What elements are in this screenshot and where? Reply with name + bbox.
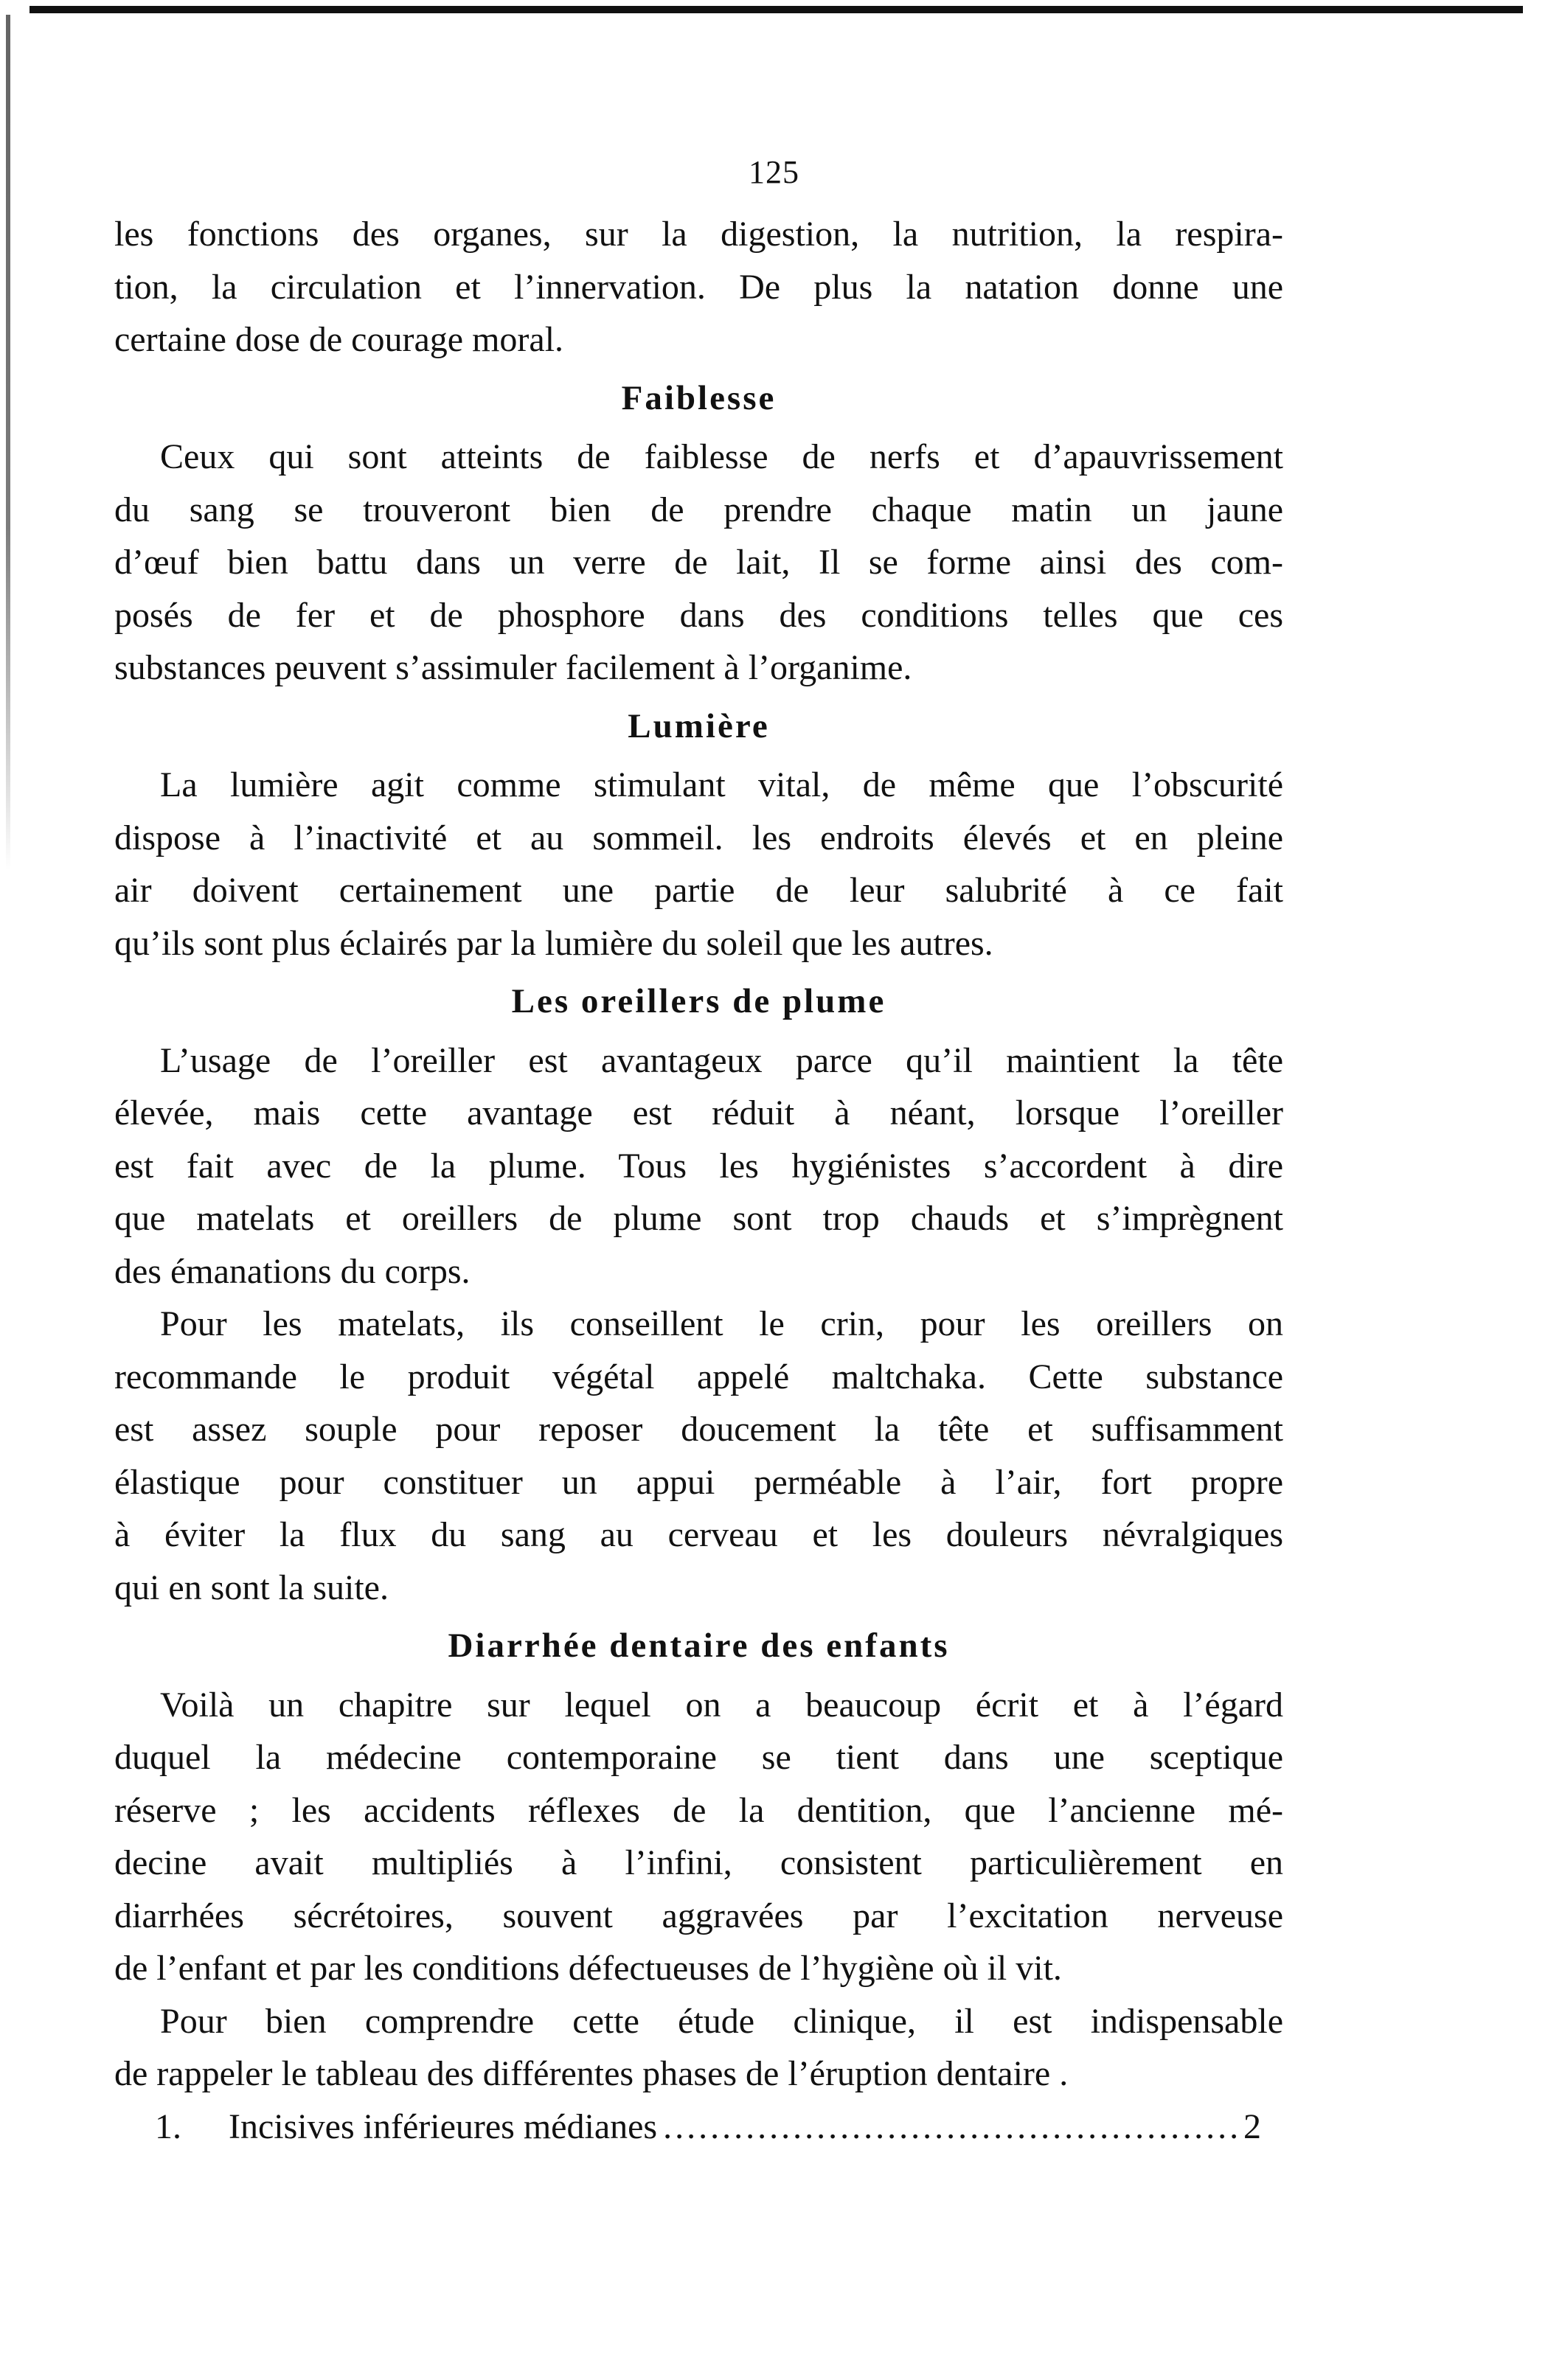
text-line: recommande le produit végétal appelé maltchaka. Cette substance [114,1357,1283,1396]
text-line: Ceux qui sont atteints de faiblesse de nerfs et d’apauvrissement [160,437,1283,476]
text-line: est assez souple pour reposer doucement la tête et suffisamment [114,1410,1283,1449]
paragraph [114,431,1283,695]
text-line: substances peuvent s’assimuler facilement à l’organime. [114,648,912,687]
text-line: du sang se trouveront bien de prendre chaque matin un jaune [114,490,1283,529]
text-line: dispose à l’inactivité et au sommeil. les endroits élevés et en pleine [114,818,1283,857]
text-line: élastique pour constituer un appui perméable à l’air, fort propre [114,1462,1283,1502]
text-line: air doivent certainement une partie de leur salubrité à ce fait [114,871,1283,910]
text-line: de rappeler le tableau des différentes phases de l’éruption dentaire . [114,2054,1069,2093]
dot-leader [663,2101,1238,2154]
page-number: 125 [749,154,799,190]
list-item [114,2101,1283,2154]
paragraph [114,1298,1283,1614]
section-heading: Lumière [628,706,770,745]
text-line: à éviter la flux du sang au cerveau et les douleurs névralgiques [114,1515,1283,1554]
text-line: La lumière agit comme stimulant vital, de même que l’obscurité [160,765,1283,804]
paragraph [114,208,1283,366]
section-heading: Les oreillers de plume [511,982,886,1020]
text-line: d’œuf bien battu dans un verre de lait, Il se forme ainsi des com- [114,543,1283,582]
list-item-number: 1. [155,2106,181,2146]
text-line: certaine dose de courage moral. [114,320,564,359]
text-line: qui en sont la suite. [114,1567,389,1607]
paragraph [114,1034,1283,1298]
page-body [114,208,1283,2153]
text-line: de l’enfant et par les conditions défectueuses de l’hygiène où il vit. [114,1949,1062,1988]
text-line: Voilà un chapitre sur lequel on a beaucoup écrit et à l’égard [160,1685,1283,1725]
top-border-rule [29,6,1523,13]
paragraph [114,759,1283,970]
text-line: diarrhées sécrétoires, souvent aggravées par l’excitation nerveuse [114,1896,1283,1935]
text-line: L’usage de l’oreiller est avantageux parce qu’il maintient la tête [160,1040,1283,1080]
text-line: réserve ; les accidents réflexes de la dentition, que l’ancienne mé- [114,1790,1283,1830]
text-line: Pour bien comprendre cette étude clinique, il est indispensable [160,2001,1283,2041]
text-line: duquel la médecine contemporaine se tient dans une sceptique [114,1738,1283,1777]
left-margin-mark [6,15,10,870]
text-line: est fait avec de la plume. Tous les hygiénistes s’accordent à dire [114,1146,1283,1186]
text-line: decine avait multipliés à l’infini, consistent particulièrement en [114,1843,1283,1882]
text-line: élevée, mais cette avantage est réduit à néant, lorsque l’oreiller [114,1093,1283,1132]
text-line: qu’ils sont plus éclairés par la lumière du soleil que les autres. [114,923,993,963]
text-line: tion, la circulation et l’innervation. De plus la natation donne une [114,267,1283,307]
text-line: posés de fer et de phosphore dans des conditions telles que ces [114,595,1283,635]
list-item-text: Incisives inférieures médianes [229,2106,658,2146]
section-heading: Diarrhée dentaire des enfants [448,1626,950,1665]
paragraph [114,1679,1283,1995]
text-line: Pour les matelats, ils conseillent le crin, pour les oreillers on [160,1304,1283,1343]
text-line: des émanations du corps. [114,1251,471,1291]
paragraph [114,1995,1283,2101]
list-item-value: 2 [1243,2106,1261,2146]
text-line: les fonctions des organes, sur la digestion, la nutrition, la respira- [114,215,1283,254]
text-line: que matelats et oreillers de plume sont trop chauds et s’imprègnent [114,1199,1283,1238]
section-heading: Faiblesse [621,378,777,417]
